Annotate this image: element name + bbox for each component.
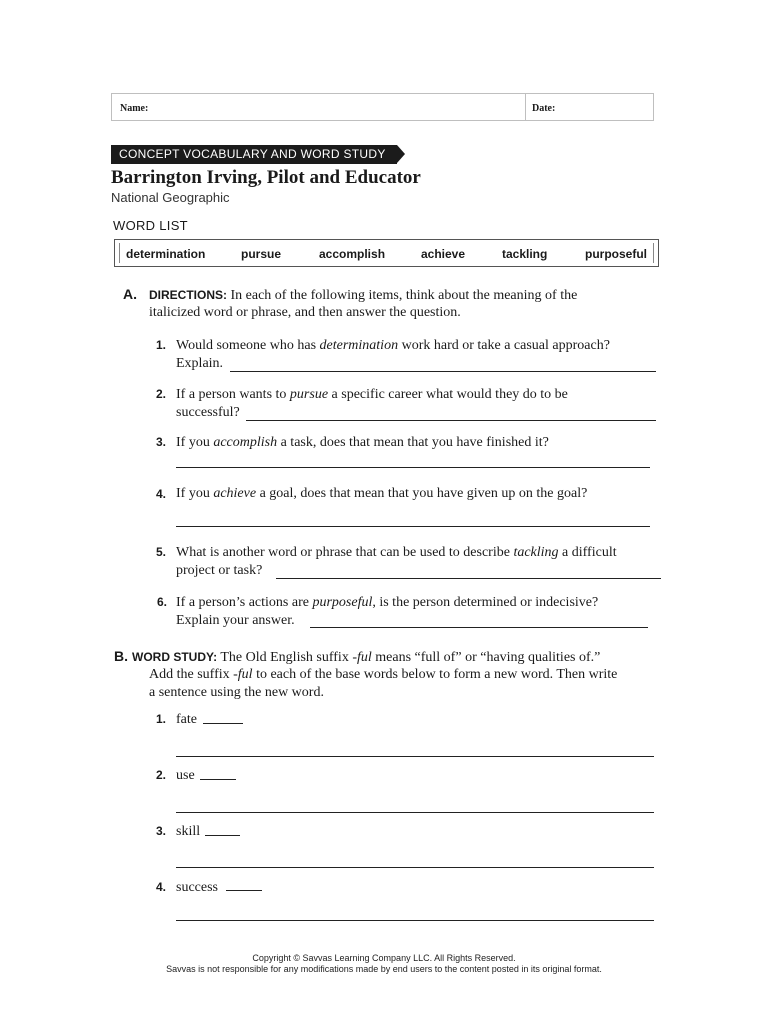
item-a1-pre: Would someone who has (176, 338, 320, 353)
item-a2-term: pursue (289, 387, 329, 402)
section-b-heading: WORD STUDY: (132, 650, 218, 664)
word-tackling: tackling (502, 247, 548, 261)
item-a1-post: work hard or take a casual approach? (398, 338, 610, 353)
header-divider (525, 94, 526, 120)
item-a2-question (176, 386, 568, 404)
page-title: Barrington Irving, Pilot and Educator (111, 167, 421, 188)
section-b-intro-term: ful (356, 650, 372, 665)
word-pursue: pursue (241, 247, 282, 261)
name-date-box (111, 93, 654, 121)
answer-line-b1[interactable] (176, 756, 654, 757)
answer-line-a1[interactable] (230, 371, 656, 372)
item-a6-term: purposeful (312, 595, 373, 610)
section-b-letter: B. (114, 648, 128, 664)
item-a2-line2: successful? (176, 405, 240, 420)
item-a3-question (176, 434, 549, 452)
word-determination: determination (126, 247, 206, 261)
word-list-border-left (119, 243, 120, 263)
item-a1-term: determination (319, 338, 399, 353)
section-b-intro2-pre: Add the suffix - (149, 667, 238, 682)
item-a3-term: accomplish (213, 435, 278, 450)
name-label: Name: (120, 103, 149, 114)
section-b-intro-pre: The Old English suffix - (220, 650, 357, 665)
section-b-intro-3: a sentence using the new word. (149, 685, 324, 700)
blank-b2-word[interactable] (200, 779, 236, 780)
item-a6-post: , is the person determined or indecisive? (372, 595, 599, 610)
word-purposeful: purposeful (585, 247, 647, 261)
item-a4-number: 4. (156, 487, 167, 501)
blank-b1-word[interactable] (203, 723, 243, 724)
item-a3-post: a task, does that mean that you have finished it? (277, 435, 549, 450)
item-a4-post: a goal, does that mean that you have given up on the goal? (256, 486, 588, 501)
item-b2-number: 2. (156, 768, 167, 782)
word-accomplish: accomplish (319, 247, 386, 261)
item-a6-line2: Explain your answer. (176, 613, 295, 628)
item-b3-number: 3. (156, 824, 167, 838)
item-b3-word: skill (176, 824, 201, 839)
item-a6-pre: If a person’s actions are (176, 595, 313, 610)
page-subtitle: National Geographic (111, 190, 230, 205)
item-a5-pre: What is another word or phrase that can be used to describe (176, 545, 514, 560)
word-list-box (114, 239, 659, 267)
item-a3-pre: If you (176, 435, 214, 450)
item-a6-question (176, 594, 598, 612)
section-b-intro (132, 648, 600, 667)
section-a-letter: A. (123, 286, 137, 302)
section-b-intro-2 (149, 666, 617, 684)
item-a4-pre: If you (176, 486, 214, 501)
answer-line-a5[interactable] (276, 578, 661, 579)
item-a5-question (176, 544, 617, 562)
item-a2-number: 2. (156, 387, 167, 401)
answer-line-a3[interactable] (176, 467, 650, 468)
item-a5-post: a difficult (558, 545, 617, 560)
copyright-notice (0, 953, 768, 975)
copyright-line-1: Copyright © Savvas Learning Company LLC. All Rights Reserved. (252, 953, 516, 963)
section-b-intro2-term: ful (237, 667, 253, 682)
item-b4-number: 4. (156, 880, 167, 894)
date-label: Date: (532, 103, 556, 114)
item-a5-line2: project or task? (176, 563, 263, 578)
section-banner: CONCEPT VOCABULARY AND WORD STUDY (111, 145, 397, 164)
answer-line-b2[interactable] (176, 812, 654, 813)
item-a4-question (176, 485, 587, 503)
item-b2-word: use (176, 768, 195, 783)
item-a1-line2: Explain. (176, 356, 224, 371)
item-a5-number: 5. (156, 545, 167, 559)
section-a-heading: DIRECTIONS: (149, 288, 227, 302)
answer-line-a4[interactable] (176, 526, 650, 527)
item-a1-number: 1. (156, 338, 167, 352)
item-b1-number: 1. (156, 712, 167, 726)
word-achieve: achieve (421, 247, 466, 261)
answer-line-a6[interactable] (310, 627, 648, 628)
item-a3-number: 3. (156, 435, 167, 449)
banner-arrow-icon (397, 145, 405, 163)
word-list-heading: WORD LIST (113, 218, 188, 233)
item-a6-number: 6. (157, 595, 168, 609)
section-b-intro2-post: to each of the base words below to form a new word. Then write (252, 667, 618, 682)
section-b-intro-post: means “full of” or “having qualities of.” (371, 650, 601, 665)
section-a-intro-1: In each of the following items, think about the meaning of the (230, 288, 578, 303)
item-a4-term: achieve (213, 486, 257, 501)
section-a-intro-2: italicized word or phrase, and then answer the question. (149, 305, 461, 320)
answer-line-b3[interactable] (176, 867, 654, 868)
answer-line-b4[interactable] (176, 920, 654, 921)
answer-line-a2[interactable] (246, 420, 656, 421)
item-b1-word: fate (176, 712, 197, 727)
section-a-directions (149, 286, 577, 305)
item-a2-pre: If a person wants to (176, 387, 290, 402)
item-b4-word: success (176, 880, 218, 895)
copyright-line-2: Savvas is not responsible for any modifications made by end users to the content posted in its original format. (166, 964, 602, 974)
item-a5-term: tackling (513, 545, 559, 560)
blank-b3-word[interactable] (205, 835, 240, 836)
word-list-border-right (653, 243, 654, 263)
item-a2-post: a specific career what would they do to be (328, 387, 568, 402)
blank-b4-word[interactable] (226, 890, 262, 891)
item-a1-question (176, 337, 610, 355)
